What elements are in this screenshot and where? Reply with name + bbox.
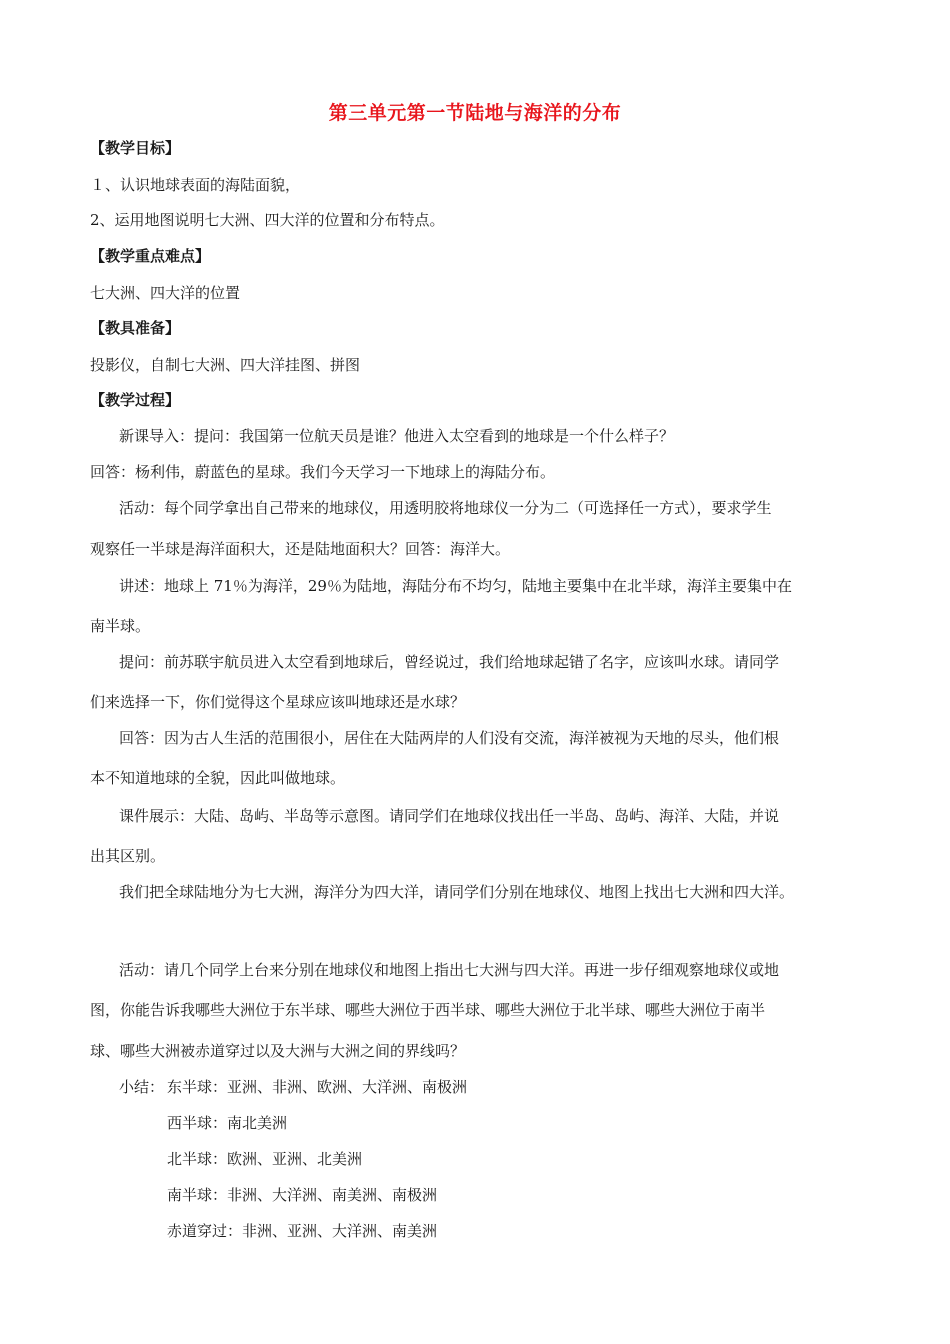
process-line: 出其区别。: [90, 847, 166, 865]
process-line: 球、哪些大洲被赤道穿过以及大洲与大洲之间的界线吗？: [90, 1042, 466, 1060]
summary-item: 北半球：欧洲、亚洲、北美洲: [167, 1150, 363, 1168]
process-line: 提问：前苏联宇航员进入太空看到地球后，曾经说过，我们给地球起错了名字，应该叫水球。请同学: [119, 653, 780, 671]
process-line: 讲述：地球上 71％为海洋，29％为陆地，海陆分布不均匀，陆地主要集中在北半球，海洋主要集中在: [119, 577, 792, 595]
process-line: 新课导入：提问：我国第一位航天员是谁？他进入太空看到的地球是一个什么样子？: [119, 427, 675, 445]
key-points-heading: 【教学重点难点】: [90, 247, 211, 265]
objective-item: 2、运用地图说明七大洲、四大洋的位置和分布特点。: [90, 211, 445, 229]
process-line: 回答：因为古人生活的范围很小，居住在大陆两岸的人们没有交流，海洋被视为天地的尽头，他们根: [119, 729, 780, 747]
materials-heading: 【教具准备】: [90, 319, 181, 337]
process-line: 回答：杨利伟，蔚蓝色的星球。我们今天学习一下地球上的海陆分布。: [90, 463, 556, 481]
process-line: 南半球。: [90, 617, 151, 635]
page-title: 第三单元第一节陆地与海洋的分布: [328, 102, 622, 124]
process-heading: 【教学过程】: [90, 391, 181, 409]
process-line: 活动：每个同学拿出自己带来的地球仪，用透明胶将地球仪一分为二（可选择任一方式），要求学生: [119, 499, 772, 517]
objectives-heading: 【教学目标】: [90, 139, 181, 157]
process-line: 观察任一半球是海洋面积大，还是陆地面积大？回答：海洋大。: [90, 540, 511, 558]
process-line: 图，你能告诉我哪些大洲位于东半球、哪些大洲位于西半球、哪些大洲位于北半球、哪些大洲位于南半: [90, 1001, 766, 1019]
process-line: 我们把全球陆地分为七大洲，海洋分为四大洋，请同学们分别在地球仪、地图上找出七大洲和四大洋。: [119, 883, 795, 901]
key-points-text: 七大洲、四大洋的位置: [90, 284, 241, 302]
process-line: 课件展示：大陆、岛屿、半岛等示意图。请同学们在地球仪找出任一半岛、岛屿、海洋、大陆，并说: [119, 807, 780, 825]
summary-item: 西半球：南北美洲: [167, 1114, 288, 1132]
summary-item: 南半球：非洲、大洋洲、南美洲、南极洲: [167, 1186, 438, 1204]
summary-item: 赤道穿过：非洲、亚洲、大洋洲、南美洲: [167, 1222, 438, 1240]
objective-item: １、认识地球表面的海陆面貌，: [90, 176, 301, 194]
process-line: 本不知道地球的全貌，因此叫做地球。: [90, 769, 346, 787]
summary-item: 东半球：亚洲、非洲、欧洲、大洋洲、南极洲: [167, 1078, 468, 1096]
summary-label: 小结：: [119, 1078, 165, 1096]
process-line: 活动：请几个同学上台来分别在地球仪和地图上指出七大洲与四大洋。再进一步仔细观察地球仪或地: [119, 961, 780, 979]
process-line: 们来选择一下，你们觉得这个星球应该叫地球还是水球？: [90, 693, 466, 711]
materials-text: 投影仪，自制七大洲、四大洋挂图、拼图: [90, 356, 361, 374]
